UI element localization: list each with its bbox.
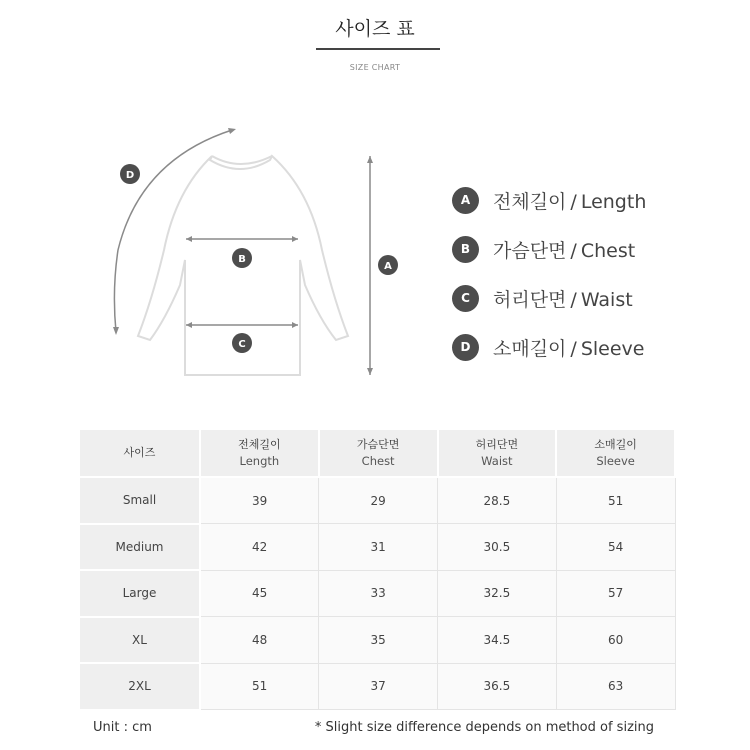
- legend-item-sleeve: [452, 331, 712, 363]
- legend-label-en: Sleeve: [580, 337, 645, 360]
- cell-waist: 34.5: [438, 617, 557, 664]
- cell-sleeve: 54: [556, 524, 675, 571]
- cell-chest: 33: [319, 570, 438, 617]
- waist-arrow-left: [186, 322, 192, 328]
- length-arrow-bottom: [367, 368, 373, 375]
- badge-d-label: D: [125, 170, 135, 181]
- cell-sleeve: 60: [556, 617, 675, 664]
- legend-separator: /: [570, 337, 577, 360]
- shirt-diagram: [100, 120, 400, 390]
- header-en: Sleeve: [596, 453, 635, 468]
- sleeve-arrow-bottom: [113, 327, 119, 335]
- badge-c-label: C: [238, 339, 246, 350]
- badge-b-label: B: [238, 254, 246, 265]
- header-chest: [319, 430, 438, 477]
- header-ko: 가슴단면: [356, 437, 400, 451]
- legend-label-ko: 허리단면: [493, 288, 567, 311]
- cell-length: 51: [200, 663, 319, 710]
- legend-label-ko: 소매길이: [493, 337, 567, 360]
- table-row: [80, 524, 675, 571]
- footer: [0, 720, 750, 740]
- measurement-legend: [452, 184, 712, 380]
- length-arrow-top: [367, 156, 373, 163]
- cell-chest: 31: [319, 524, 438, 571]
- cell-length: 48: [200, 617, 319, 664]
- legend-separator: /: [570, 190, 577, 213]
- title-divider: [316, 48, 440, 50]
- row-size: 2XL: [80, 663, 200, 710]
- cell-sleeve: 51: [556, 477, 675, 524]
- chest-arrow-right: [292, 236, 298, 242]
- row-size: Small: [80, 477, 200, 524]
- cell-sleeve: 57: [556, 570, 675, 617]
- cell-waist: 30.5: [438, 524, 557, 571]
- legend-label-en: Chest: [580, 239, 636, 262]
- table-row: [80, 617, 675, 664]
- legend-label: [493, 285, 633, 312]
- legend-label-en: Waist: [580, 288, 633, 311]
- legend-label-ko: 가슴단면: [493, 239, 567, 262]
- header-en: Waist: [481, 453, 513, 468]
- cell-chest: 37: [319, 663, 438, 710]
- waist-arrow-right: [292, 322, 298, 328]
- cell-length: 45: [200, 570, 319, 617]
- header-size: [80, 430, 200, 477]
- legend-label: [493, 236, 635, 263]
- legend-item-chest: [452, 233, 712, 265]
- legend-badge-d: D: [452, 334, 479, 361]
- legend-label-en: Length: [580, 190, 647, 213]
- cell-length: 42: [200, 524, 319, 571]
- cell-sleeve: 63: [556, 663, 675, 710]
- cell-chest: 29: [319, 477, 438, 524]
- table-row: [80, 477, 675, 524]
- cell-waist: 32.5: [438, 570, 557, 617]
- page-title: 사이즈 표: [335, 18, 415, 40]
- table-row: [80, 570, 675, 617]
- legend-badge-b: B: [452, 236, 479, 263]
- cell-waist: 36.5: [438, 663, 557, 710]
- size-table-container: [80, 430, 676, 711]
- row-size: XL: [80, 617, 200, 664]
- legend-label-ko: 전체길이: [493, 190, 567, 213]
- header-ko: 소매길이: [594, 437, 637, 451]
- legend-item-waist: [452, 282, 712, 314]
- header-waist: [438, 430, 557, 477]
- size-table: [80, 430, 676, 711]
- page-subtitle: SIZE CHART: [349, 63, 401, 72]
- cell-chest: 35: [319, 617, 438, 664]
- unit-note: Unit : cm: [93, 720, 152, 735]
- header-size-label: 사이즈: [123, 446, 156, 460]
- legend-separator: /: [570, 239, 577, 262]
- row-size: Large: [80, 570, 200, 617]
- header-sleeve: [556, 430, 675, 477]
- chest-arrow-left: [186, 236, 192, 242]
- sleeve-arrow-top: [228, 128, 236, 134]
- badge-a-label: A: [384, 261, 392, 272]
- header-length: [200, 430, 319, 477]
- header-en: Chest: [361, 453, 395, 468]
- header-en: Length: [239, 453, 280, 468]
- cell-length: 39: [200, 477, 319, 524]
- header-ko: 전체길이: [238, 437, 281, 451]
- table-row: [80, 663, 675, 710]
- legend-badge-a: A: [452, 187, 479, 214]
- header-ko: 허리단면: [475, 437, 519, 451]
- table-header-row: [80, 430, 675, 477]
- legend-badge-c: C: [452, 285, 479, 312]
- legend-separator: /: [570, 288, 577, 311]
- row-size: Medium: [80, 524, 200, 571]
- legend-item-length: [452, 184, 712, 216]
- sizing-disclaimer: * Slight size difference depends on method of sizing: [314, 720, 654, 735]
- legend-label: [493, 187, 646, 214]
- legend-label: [493, 334, 644, 361]
- cell-waist: 28.5: [438, 477, 557, 524]
- measurement-diagram: [100, 120, 400, 390]
